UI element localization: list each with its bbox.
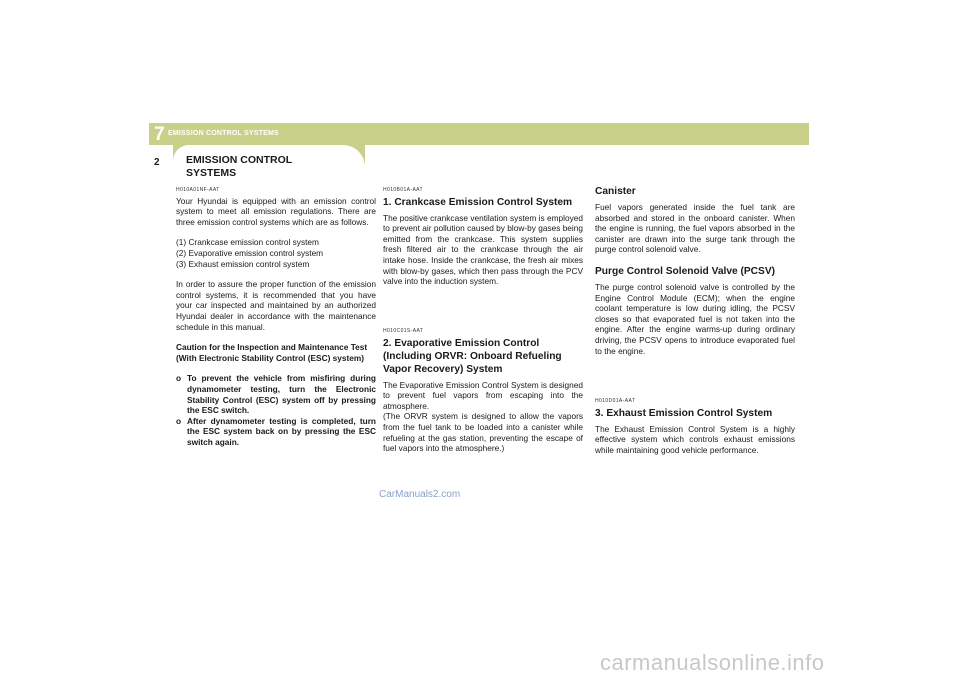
bullet-mark: o <box>176 373 182 384</box>
column-3 <box>595 185 795 356</box>
chapter-number: 7 <box>154 124 165 145</box>
canister-body: Fuel vapors generated inside the fuel tank are absorbed and stored in the onboard canister. When the engine is running, the fuel vapors absorbed in the canister are drawn into the surge tank through the purge control solenoid valve. <box>595 202 795 255</box>
bullet-mark: o <box>176 415 182 426</box>
evaporative-body-1: The Evaporative Emission Control System is designed to prevent fuel vapors from escaping into the atmosphere. <box>383 379 583 411</box>
evaporative-heading: 2. Evaporative Emission Control (Including ORVR: Onboard Refueling Vapor Recovery) System <box>383 337 562 375</box>
section-code: H010C01S-AAT <box>383 328 424 334</box>
crankcase-body: The positive crankcase ventilation system is employed to prevent air pollution caused by blow-by gases being emitted from the crankcase. This system supplies fresh filtered air to the crankcase through the air intake hose. Inside the crankcase, the fresh air mixes with blow-by gases, which then pass through the PCV valve into the induction system. <box>383 212 583 287</box>
column-3-lower <box>595 396 795 455</box>
evaporative-body-2: (The ORVR system is designed to allow the vapors from the fuel tank to be loaded into a canister while refueling at the gas station, preventing the escape of fuel vapors into the atmosphere.) <box>383 411 583 454</box>
bullet-text: After dynamometer testing is completed, turn the ESC system back on by pressing the ESC switch again. <box>187 415 376 447</box>
caution-title: Caution for the Inspection and Maintenance Test (With Electronic Stability Control (ESC) system) <box>176 342 368 363</box>
chapter-title: EMISSION CONTROL SYSTEMS <box>168 130 279 137</box>
canister-heading: Canister <box>595 186 636 197</box>
watermark-site: carmanualsonline.info <box>600 650 825 675</box>
column-2-lower <box>383 326 583 454</box>
list-item: (1) Crankcase emission control system <box>176 237 319 248</box>
pcsv-body: The purge control solenoid valve is controlled by the Engine Control Module (ECM); when the engine coolant temperature is low during idling, the PCSV closes so that evaporated fuel is not taken into the engine. After the engine warms-up during ordinary driving, the PCSV opens to introduce evaporated fuel to the engine. <box>595 281 795 356</box>
caution-bullet <box>176 373 376 415</box>
column-2 <box>383 185 583 287</box>
section-code: H010A01NF-AAT <box>176 187 220 193</box>
exhaust-body: The Exhaust Emission Control System is a highly effective system which controls exhaust emissions while maintaining good vehicle performance. <box>595 423 795 455</box>
caution-bullet <box>176 416 376 448</box>
column-1 <box>176 185 376 447</box>
section-title: EMISSION CONTROL SYSTEMS <box>186 154 292 179</box>
exhaust-heading: 3. Exhaust Emission Control System <box>595 407 773 419</box>
crankcase-heading: 1. Crankcase Emission Control System <box>383 196 573 208</box>
section-code: H010D01A-AAT <box>595 398 636 404</box>
list-item: (2) Evaporative emission control system <box>176 247 324 258</box>
intro-paragraph: Your Hyundai is equipped with an emission control system to meet all emission regulations. There are three emission control systems which are as follows. <box>176 195 376 227</box>
list-item: (3) Exhaust emission control system <box>176 258 310 269</box>
page-number: 2 <box>154 157 160 168</box>
bullet-text: To prevent the vehicle from misfiring during dynamometer testing, turn the Electronic Stability Control (ESC) system off by pressing the ESC switch. <box>187 373 376 416</box>
watermark-link[interactable]: CarManuals2.com <box>379 489 461 500</box>
maintenance-paragraph: In order to assure the proper function of the emission control systems, it is recommended that you have your car inspected and maintained by an authorized Hyundai dealer in accordance with the maintenance schedule in this manual. <box>176 279 376 332</box>
section-code: H010B01A-AAT <box>383 187 424 193</box>
pcsv-heading: Purge Control Solenoid Valve (PCSV) <box>595 265 776 277</box>
